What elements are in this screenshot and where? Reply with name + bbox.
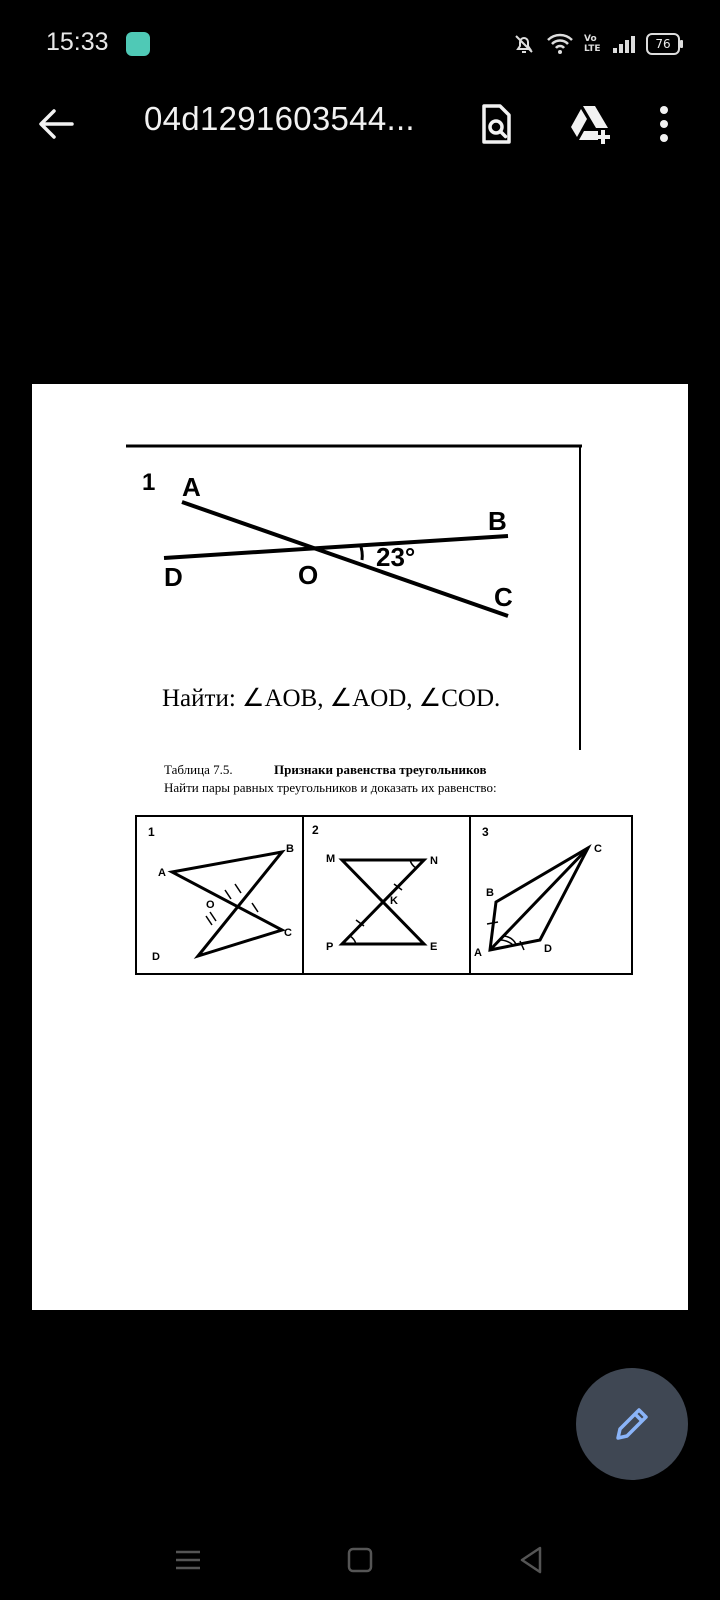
mute-notifications-icon bbox=[512, 32, 536, 56]
cell-label: B bbox=[486, 887, 494, 899]
problem-task: Найти: ∠AOB, ∠AOD, ∠COD. bbox=[162, 685, 501, 712]
add-to-drive-icon[interactable] bbox=[566, 100, 614, 148]
problem-figure bbox=[126, 446, 582, 750]
angle-label: 23° bbox=[376, 542, 416, 572]
cell-label: K bbox=[390, 895, 398, 907]
table-instruction: Найти пары равных треугольников и доказать их равенство: bbox=[164, 780, 497, 795]
point-a-label: A bbox=[182, 472, 201, 502]
triangles-table bbox=[136, 816, 632, 974]
point-o-label: O bbox=[298, 560, 319, 590]
cell-number: 2 bbox=[312, 823, 319, 837]
menu-icon[interactable] bbox=[168, 1540, 208, 1580]
cell-label: M bbox=[326, 853, 336, 865]
home-icon[interactable] bbox=[340, 1540, 380, 1580]
back-arrow-icon[interactable] bbox=[34, 102, 78, 146]
table-cell-3 bbox=[474, 825, 602, 959]
volte-indicator: Vo LTE bbox=[584, 34, 601, 54]
signal-icon bbox=[612, 34, 636, 54]
table-cell-1 bbox=[148, 825, 294, 963]
cell-label: O bbox=[206, 899, 215, 911]
wifi-icon bbox=[546, 33, 574, 55]
app-notification-icon bbox=[126, 32, 150, 56]
system-nav-bar bbox=[0, 1520, 720, 1600]
cell-label: B bbox=[286, 843, 294, 855]
status-icons bbox=[512, 30, 680, 58]
cell-number: 1 bbox=[148, 825, 155, 839]
battery-icon: 76 bbox=[646, 33, 680, 55]
cell-label: D bbox=[544, 943, 552, 955]
cell-label: P bbox=[326, 941, 334, 953]
cell-label: A bbox=[158, 867, 166, 879]
cell-label: C bbox=[284, 927, 292, 939]
cell-number: 3 bbox=[482, 825, 489, 839]
status-bar bbox=[0, 0, 720, 80]
point-d-label: D bbox=[164, 562, 183, 592]
cell-label: D bbox=[152, 951, 160, 963]
app-toolbar bbox=[0, 80, 720, 160]
pencil-icon bbox=[612, 1404, 652, 1444]
document-scan bbox=[32, 384, 688, 1310]
document-title: 04d1291603544... bbox=[144, 100, 415, 137]
table-caption-title: Признаки равенства треугольников bbox=[274, 762, 487, 777]
point-c-label: C bbox=[494, 582, 513, 612]
cell-label: E bbox=[430, 941, 438, 953]
cell-label: A bbox=[474, 947, 482, 959]
status-time: 15:33 bbox=[46, 28, 109, 56]
back-nav-icon[interactable] bbox=[512, 1540, 552, 1580]
table-caption-prefix: Таблица 7.5. bbox=[164, 762, 233, 777]
search-in-document-icon[interactable] bbox=[472, 100, 520, 148]
cell-label: C bbox=[594, 843, 602, 855]
point-b-label: B bbox=[488, 506, 507, 536]
edit-fab-button[interactable] bbox=[576, 1368, 688, 1480]
problem-number: 1 bbox=[142, 469, 156, 496]
document-page[interactable] bbox=[32, 384, 688, 1310]
cell-label: N bbox=[430, 855, 438, 867]
table-cell-2 bbox=[312, 823, 438, 953]
more-options-icon[interactable] bbox=[652, 100, 676, 148]
